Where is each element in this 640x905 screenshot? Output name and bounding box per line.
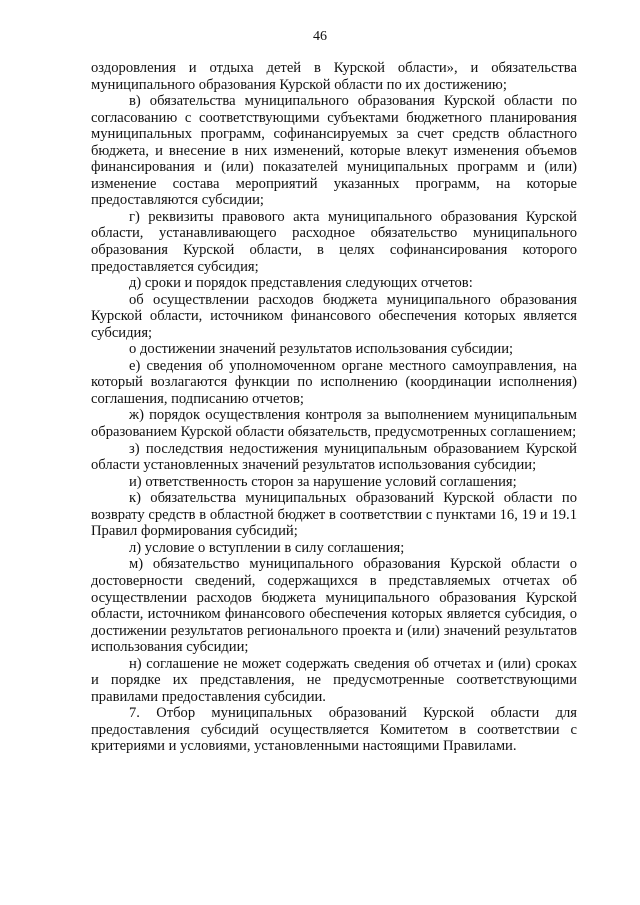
- paragraph-item-k: к) обязательства муниципальных образований Курской области по возврату средств в областной бюджет в соответствии с пунктами 16, 19 и 19.1 Правил формирования субсидий;: [91, 490, 577, 540]
- paragraph-item-v: в) обязательства муниципального образования Курской области по согласованию с соответствующими субъектами бюджетного планирования муниципальных программ, софинансируемых за счет средств областного бюджета, и внесение в них изменений, которые влекут изменения объемов финансирования и (или) показателей муниципальных программ и (или) изменение состава мероприятий указанных программ, на которые предоставляются субсидии;: [91, 93, 577, 209]
- paragraph-item-l: л) условие о вступлении в силу соглашения;: [129, 539, 405, 556]
- paragraph-item-i: и) ответственность сторон за нарушение условий соглашения;: [129, 473, 517, 490]
- paragraph-section-7: 7. Отбор муниципальных образований Курской области для предоставления субсидий осуществляется Комитетом в соответствии с критериями и условиями, установленными настоящими Правилами.: [91, 705, 577, 755]
- paragraph-item-n: н) соглашение не может содержать сведения об отчетах и (или) сроках и порядке их представления, не предусмотренные соответствующими правилами предоставления субсидии.: [91, 655, 577, 705]
- paragraph-item-m: м) обязательство муниципального образования Курской области о достоверности сведений, содержащихся в представляемых отчетах об осуществлении расходов бюджета муниципального образования Курской области, источником финансового обеспечения которых является субсидия, о достижении результатов регионального проекта и (или) значений результатов использования субсидии;: [91, 556, 577, 656]
- paragraph-item-g: г) реквизиты правового акта муниципального образования Курской области, устанавливающего расходное обязательство муниципального образования Курской области, в целях софинансирования которого предоставляется субсидия;: [91, 208, 577, 275]
- paragraph-continuation: оздоровления и отдыха детей в Курской области», и обязательства муниципального образования Курской области по их достижению;: [91, 60, 577, 93]
- paragraph-report-expenses: об осуществлении расходов бюджета муниципального образования Курской области, источником финансового обеспечения которых является субсидия;: [91, 291, 577, 341]
- page-number: 46: [313, 29, 327, 44]
- paragraph-report-results: о достижении значений результатов использования субсидии;: [129, 341, 514, 358]
- paragraph-item-d: д) сроки и порядок представления следующих отчетов:: [129, 275, 473, 292]
- paragraph-item-e: е) сведения об уполномоченном органе местного самоуправления, на который возлагаются функции по исполнению (координации исполнения) соглашения, подписанию отчетов;: [91, 357, 577, 407]
- paragraph-item-zh: ж) порядок осуществления контроля за выполнением муниципальным образованием Курской области обязательств, предусмотренных соглашением;: [91, 407, 577, 441]
- document-body: [91, 60, 577, 755]
- paragraph-item-z: з) последствия недостижения муниципальным образованием Курской области установленных значений результатов использования субсидии;: [91, 440, 577, 474]
